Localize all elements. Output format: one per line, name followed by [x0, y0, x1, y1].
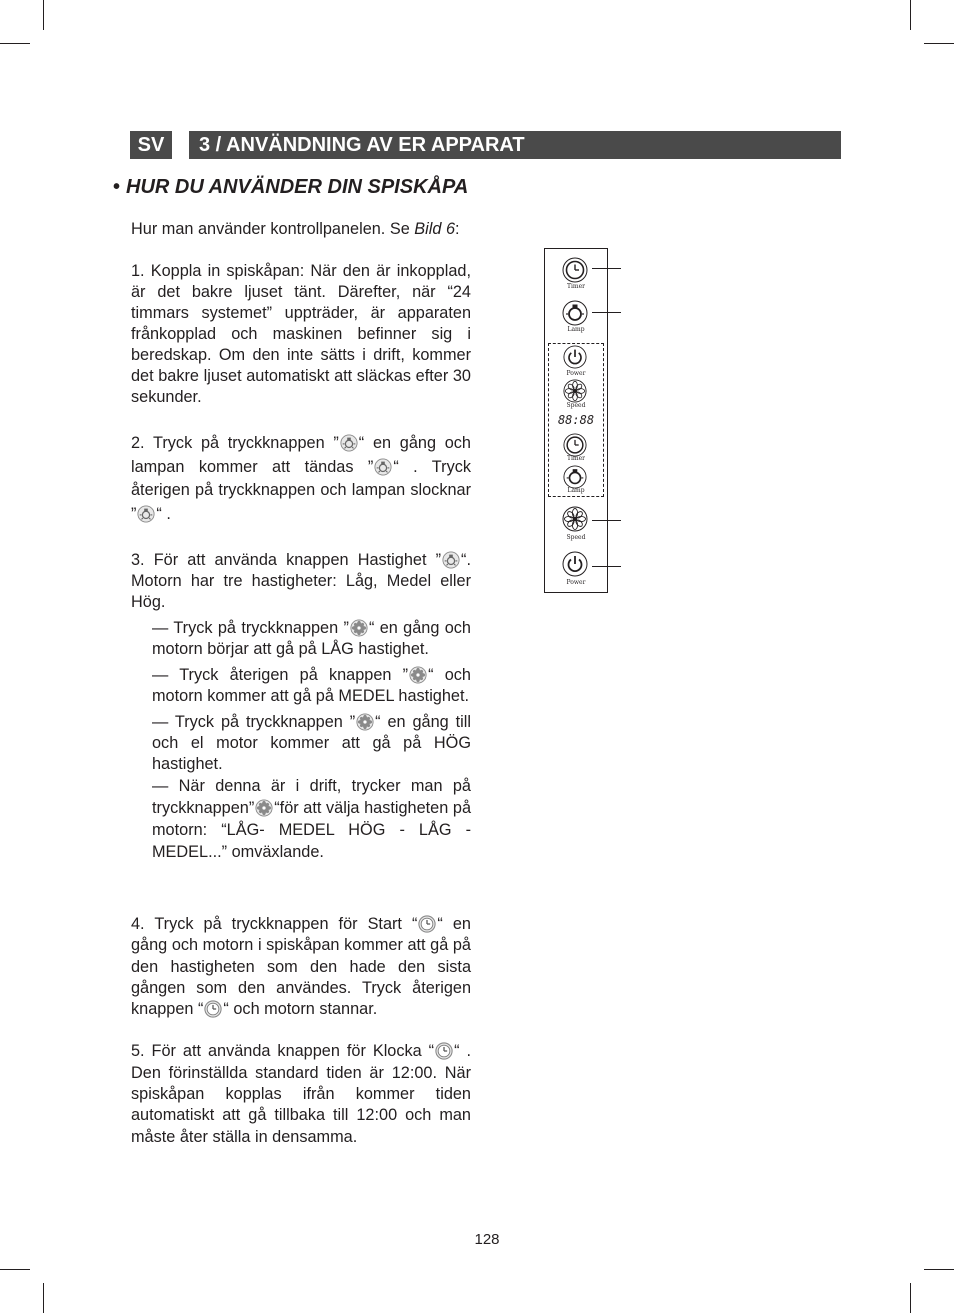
speed-item-low: — Tryck på tryckknappen ” “ en gång och motorn börjar att gå på LÅG hastighet. [152, 619, 471, 658]
fan-icon [409, 666, 427, 684]
intro-paragraph: Hur man använder kontrollpanelen. Se Bild 6: [131, 220, 460, 238]
lamp-icon [562, 300, 588, 326]
speed-item-cycle: — När denna är i drift, trycker man på tryckknappen” “för att välja hastigheten på motorn: “LÅG- MEDEL HÖG - LÅG - MEDEL...” omväxlande. [152, 777, 471, 861]
leader-line [592, 566, 621, 567]
page-number: 128 [474, 1231, 500, 1248]
clock-icon [204, 1000, 222, 1018]
language-badge: SV [130, 131, 172, 159]
fan-icon [562, 506, 588, 532]
step-5: 5. För att använda knappen för Klocka “ “ . Den förinställda standard tiden är 12:00. När spiskåpan kopplas ifrån kommer tiden automatiskt att gå tillbaka till 12:00 och man måste åter ställa in densamma. [131, 1042, 472, 1146]
leader-line [592, 268, 621, 269]
speed-label: Speed [566, 402, 586, 409]
crop-mark [0, 43, 30, 44]
lamp-icon [340, 434, 358, 452]
sub-heading [113, 175, 468, 199]
sub-heading-text: HUR DU ANVÄNDER DIN SPISKÅPA [126, 176, 469, 198]
crop-mark [0, 1269, 30, 1270]
control-panel-diagram [544, 248, 608, 593]
step-3: 3. För att använda knappen Hastighet ” “. Motorn har tre hastigheter: Låg, Medel eller Hög. [131, 551, 471, 611]
instructions-column [131, 219, 471, 1148]
power-icon [562, 551, 588, 577]
timer-label: Timer [566, 455, 586, 462]
section-title: 3 / ANVÄNDNING AV ER APPARAT [189, 131, 841, 159]
speed-item-high: — Tryck på tryckknappen ” “ en gång till och el motor kommer att gå på HÖG hastighet. [152, 713, 471, 773]
crop-mark [924, 43, 954, 44]
timer-clock-icon [562, 257, 588, 283]
step-1: 1. Koppla in spiskåpan: När den är inkopplad, är det bakre ljuset tänt. Därefter, när “24 timmars systemet” uppträder, är apparaten frånkopplad och maskinen befinner sig i beredskap. Om den inte sätts i drift, kommer det bakre ljuset automatiskt att släckas efter 30 sekunder. [131, 262, 471, 406]
step-2: 2. Tryck på tryckknappen ” “ en gång och lampan kommer att tändas ” “ . Tryck återigen på tryckknappen och lampan slocknar ” “ . [131, 434, 471, 523]
power-label: Power [566, 370, 586, 377]
lamp-icon [442, 551, 460, 569]
lamp-icon [137, 505, 155, 523]
clock-icon [418, 915, 436, 933]
crop-mark [43, 1283, 44, 1313]
power-icon [563, 345, 587, 369]
bullet: • [113, 176, 121, 198]
lamp-icon [374, 458, 392, 476]
timer-label: Timer [566, 283, 586, 290]
lamp-label: Lamp [567, 326, 585, 333]
leader-line [592, 312, 621, 313]
crop-mark [910, 1283, 911, 1313]
fan-icon [356, 713, 374, 731]
crop-mark [43, 0, 44, 30]
step-4: 4. Tryck på tryckknappen för Start “ “ en gång och motorn i spiskåpan kommer att gå på den hastigheten som den hade den sista gången som den användes. Tryck återigen knappen “ “ och motorn stannar. [131, 915, 471, 1019]
figure-reference: Bild 6 [414, 220, 456, 238]
speed-label: Speed [566, 534, 586, 541]
crop-mark [910, 0, 911, 30]
lamp-icon [563, 465, 587, 489]
leader-line [592, 520, 621, 521]
digital-display: 88:88 [557, 413, 595, 427]
crop-mark [924, 1269, 954, 1270]
speed-item-medium: — Tryck återigen på knappen ” “ och motorn kommer att gå på MEDEL hastighet. [152, 666, 471, 705]
timer-clock-icon [563, 433, 587, 457]
power-label: Power [566, 579, 586, 586]
fan-icon [255, 799, 273, 817]
fan-icon [350, 619, 368, 637]
clock-icon [435, 1042, 453, 1060]
fan-icon [563, 379, 587, 403]
lamp-label: Lamp [567, 487, 585, 494]
